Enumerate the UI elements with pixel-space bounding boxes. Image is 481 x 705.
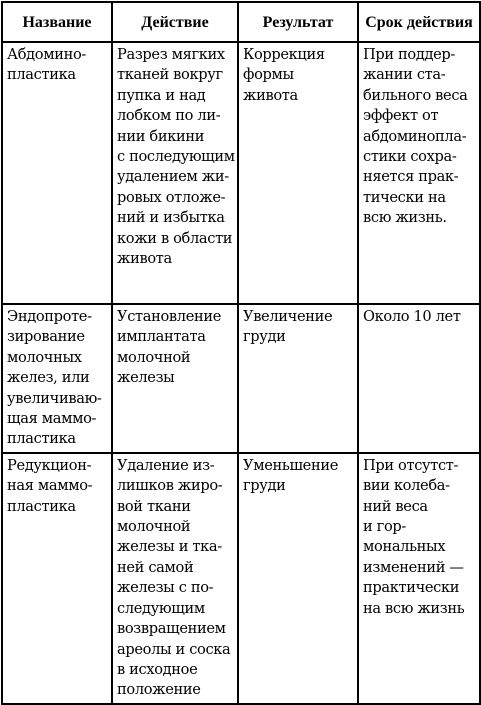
cell-line: Увеличение [243,308,333,325]
cell-line: возвращением [117,620,226,638]
cell-result [238,42,358,304]
cell-action [112,453,238,704]
header-duration: Срок действия [358,2,480,42]
cell-line: увеличиваю- [7,389,102,407]
cell-line: стики сохра- [363,148,457,166]
cell-line: Удаление из- [117,456,215,474]
cell-line: эффект от [363,107,439,125]
cell-line: При поддер- [363,46,455,63]
table-row [2,453,480,704]
cell-line: Около 10 лет [363,308,461,325]
cell-line: бильного веса [363,86,468,104]
cell-line: следующим [117,599,205,617]
cell-line: Редукцион- [7,456,92,474]
cell-line: вой ткани [117,497,191,515]
cell-line: изменений — [363,558,464,576]
cell-line: практически [363,579,460,597]
cell-line: груди [243,477,286,495]
cell-name [2,42,112,304]
cell-line: пластика [7,66,76,84]
cell-result [238,453,358,704]
cell-line: железы и тка- [117,538,222,556]
cell-line: на всю жизнь [363,599,465,617]
cell-line: зирование [7,328,85,346]
cell-line: Абдомино- [7,46,86,63]
cell-line: Коррекция [243,46,325,63]
cell-line: с последующим [117,148,235,166]
cell-line: ний и избытка [117,209,225,227]
cell-line: пластика [7,430,76,448]
cell-action [112,42,238,304]
cell-name [2,453,112,704]
cell-line: жании ста- [363,66,446,84]
cell-line: ровых отложе- [117,188,226,206]
cell-line: положение [117,681,201,699]
cell-line: абдоминопла- [363,127,467,145]
table-body [2,42,480,704]
cell-line: Эндопроте- [7,308,92,325]
cell-line: ная маммо- [7,477,93,495]
cell-result [238,304,358,453]
procedures-table [1,1,481,705]
cell-line: ней самой [117,558,194,576]
cell-line: железы с по- [117,579,214,597]
cell-name [2,304,112,453]
cell-action [112,304,238,453]
cell-line: и гор- [363,518,406,536]
cell-line: всю жизнь. [363,209,447,227]
cell-line: Уменьшение [243,456,339,474]
header-action: Действие [112,2,238,42]
cell-line: молочной [117,348,191,366]
cell-line: Разрез мягких [117,46,225,63]
cell-line: живота [117,250,172,268]
cell-line: тически на [363,188,446,206]
cell-line: Установление [117,308,222,325]
cell-line: нии бикини [117,127,205,145]
cell-line: лобком по ли- [117,107,221,125]
cell-duration [358,453,480,704]
cell-line: няется прак- [363,168,459,186]
cell-line: в исходное [117,660,198,678]
cell-line: железы [117,369,175,387]
cell-line: пластика [7,497,76,515]
cell-line: удалением жи- [117,168,229,186]
cell-line: При отсутст- [363,456,459,474]
table-row [2,304,480,453]
cell-line: кожи в области [117,229,233,247]
cell-line: лишков жиро- [117,477,223,495]
header-row [2,2,480,42]
cell-line: груди [243,328,286,346]
cell-line: формы [243,66,294,84]
cell-line: молочной [117,518,191,536]
cell-line: желез, или [7,369,90,387]
cell-line: тканей вокруг [117,66,223,84]
cell-line: молочных [7,348,82,366]
cell-duration [358,304,480,453]
cell-line: живота [243,86,298,104]
cell-line: щая маммо- [7,410,97,428]
cell-line: имплантата [117,328,206,346]
cell-line: пупка и над [117,86,206,104]
header-name: Название [2,2,112,42]
cell-line: мональных [363,538,446,556]
header-result: Результат [238,2,358,42]
cell-duration [358,42,480,304]
cell-line: ареолы и соска [117,640,231,658]
cell-line: вии колеба- [363,477,450,495]
cell-line: ний веса [363,497,428,515]
table-row [2,42,480,304]
